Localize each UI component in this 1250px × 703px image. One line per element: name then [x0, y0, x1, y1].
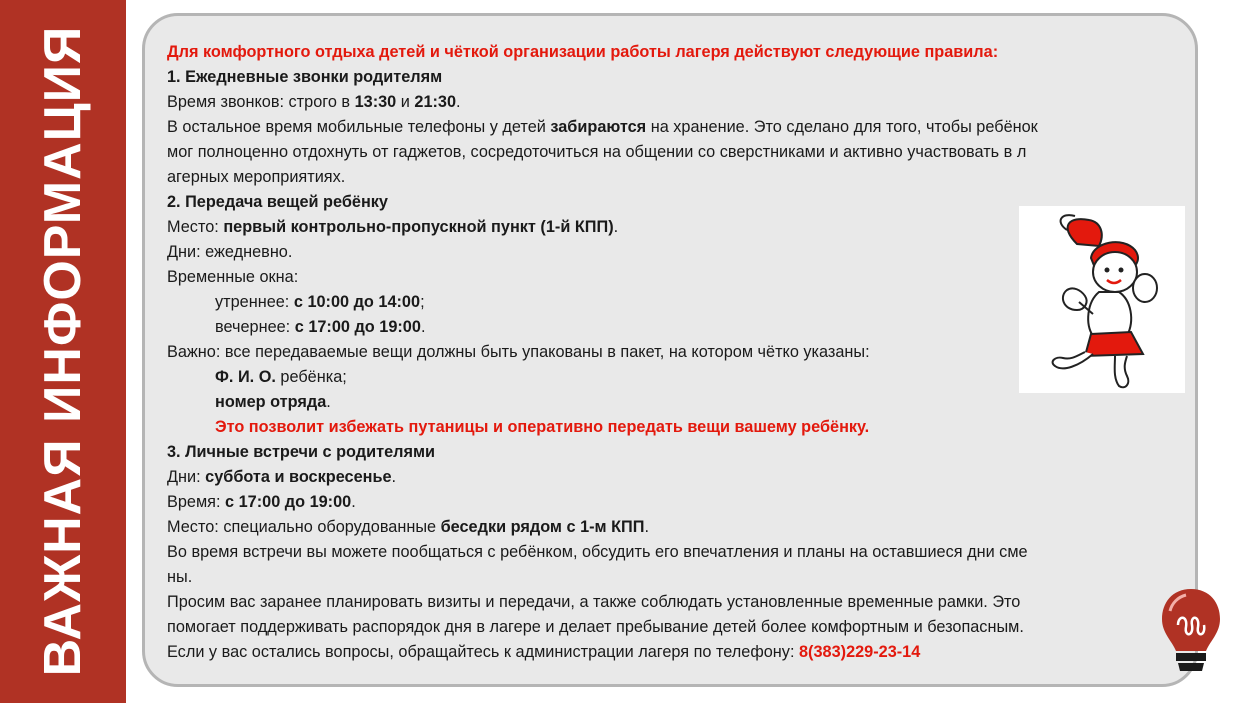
phones-paragraph-line-1	[167, 115, 1177, 140]
meeting-days-label: Дни:	[167, 468, 206, 486]
label-squad	[167, 390, 1177, 415]
call-time-2: 21:30	[414, 93, 457, 111]
meeting-place-end: .	[644, 518, 649, 536]
call-times-label: Время звонков: строго в	[167, 93, 355, 111]
contact-label: Если у вас остались вопросы, обращайтесь к администрации лагеря по телефону:	[167, 643, 799, 661]
fio-rest: ребёнка;	[275, 368, 347, 386]
meeting-days	[167, 465, 1177, 490]
contact-line	[167, 640, 1177, 665]
sidebar-title: ВАЖНАЯ ИНФОРМАЦИЯ	[34, 25, 92, 677]
meeting-paragraph-line-1: Во время встречи вы можете пообщаться с ребёнком, обсудить его впечатления и планы на оставшиеся дни сме	[167, 543, 1028, 561]
phones-paragraph-line-3: агерных мероприятиях.	[167, 168, 346, 186]
call-times-end: .	[456, 93, 461, 111]
time-windows-label: Временные окна:	[167, 268, 299, 286]
morning-value: с 10:00 до 14:00	[293, 293, 421, 311]
handover-warning: Это позволит избежать путаницы и оперативно передать вещи вашему ребёнку.	[215, 418, 870, 436]
meeting-time-end: .	[351, 493, 356, 511]
light-bulb-icon	[1158, 585, 1224, 677]
section-3-heading: 3. Личные встречи с родителями	[167, 443, 436, 461]
section-2-heading: 2. Передача вещей ребёнку	[167, 193, 388, 211]
evening-value: с 17:00 до 19:00	[294, 318, 421, 336]
call-time-1: 13:30	[354, 93, 397, 111]
morning-end: ;	[420, 293, 425, 311]
meeting-time-value: с 17:00 до 19:00	[225, 493, 352, 511]
handover-place-label: Место:	[167, 218, 224, 236]
phones-text-start: В остальное время мобильные телефоны у детей	[167, 118, 551, 136]
meeting-time	[167, 490, 1177, 515]
evening-end: .	[420, 318, 426, 336]
phones-paragraph-line-2: мог полноценно отдохнуть от гаджетов, сосредоточиться на общении со сверстниками и активно участвовать в л	[167, 143, 1027, 161]
squad-end: .	[326, 393, 331, 411]
meeting-place-value: беседки рядом с 1-м КПП	[440, 518, 645, 536]
running-girl-illustration	[1019, 206, 1185, 393]
meeting-place-label: Место: специально оборудованные	[167, 518, 441, 536]
squad-bold: номер отряда	[215, 393, 327, 411]
phones-text-bold: забираются	[550, 118, 647, 136]
handover-place-end: .	[613, 218, 619, 236]
section-1-heading: 1. Ежедневные звонки родителям	[167, 68, 443, 86]
running-girl-icon	[1019, 206, 1185, 393]
contact-phone: 8(383)229-23-14	[799, 643, 921, 661]
handover-place-value: первый контрольно-пропускной пункт (1-й КПП)	[223, 218, 614, 236]
handover-days: Дни: ежедневно.	[167, 243, 293, 261]
fio-bold: Ф. И. О.	[215, 368, 276, 386]
meeting-days-end: .	[391, 468, 397, 486]
meeting-place	[167, 515, 1177, 540]
evening-label: вечернее:	[215, 318, 295, 336]
meeting-paragraph-line-2: ны.	[167, 568, 193, 586]
important-note: Важно: все передаваемые вещи должны быть упакованы в пакет, на котором чётко указаны:	[167, 343, 870, 361]
meeting-time-label: Время:	[167, 493, 226, 511]
request-paragraph-line-2: помогает поддерживать распорядок дня в лагере и делает пребывание детей более комфортным и безопасным.	[167, 618, 1024, 636]
request-paragraph-line-1: Просим вас заранее планировать визиты и передачи, а также соблюдать установленные временные рамки. Это	[167, 593, 1021, 611]
intro-text: Для комфортного отдыха детей и чёткой организации работы лагеря действуют следующие правила:	[167, 43, 999, 61]
phones-text-rest: на хранение. Это сделано для того, чтобы ребёнок	[646, 118, 1038, 136]
call-times-join: и	[396, 93, 415, 111]
call-times	[167, 90, 1177, 115]
light-bulb-svg	[1158, 585, 1224, 677]
morning-label: утреннее:	[215, 293, 294, 311]
meeting-days-value: суббота и воскресенье	[205, 468, 392, 486]
